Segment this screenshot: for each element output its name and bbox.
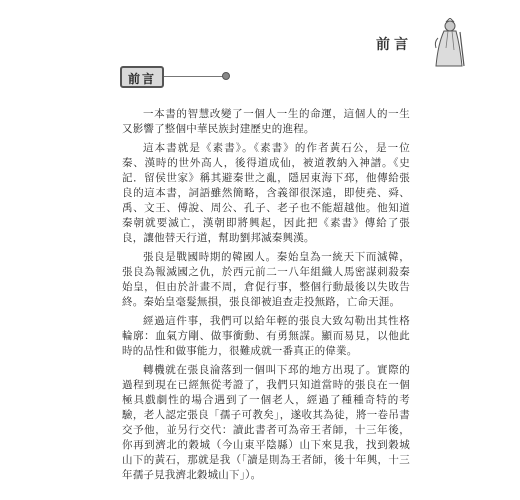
paragraph: 張良是戰國時期的韓國人。秦始皇為一統天下而滅韓，張良為報滅國之仇，於西元前二一八年組織人馬密謀刺殺秦始皇，但由於計畫不周，倉促行事，整個行動最後以失敗告終。秦始皇毫髮無損，張良卻被追查走投無路，亡命天涯。 bbox=[122, 251, 410, 308]
paragraph: 經過這件事，我們可以給年輕的張良大致勾勒出其性格輪廓：血氣方剛、做事衝動、有勇無謀。顯而易見，以他此時的品性和做事能力，很難成就一番真正的偉業。 bbox=[122, 315, 410, 357]
section-rule bbox=[164, 76, 224, 77]
paragraph: 這本書就是《素書》。《素書》的作者黃石公，是一位秦、漢時的世外高人，後得道成仙，被道教納入神譜。《史記．留侯世家》稱其避秦世之亂，隱居東海下邳，他傳給張良的這本書，詞語雖然簡略，含義卻很深遠，即使堯、舜、禹、文王、傅說、周公、孔子、老子也不能超越他。他知道秦朝就要滅亡，漢朝即將興起，因此把《素書》傳給了張良，讓他替天行道，幫助劉邦滅秦興漢。 bbox=[122, 142, 410, 244]
body-text bbox=[122, 107, 410, 487]
running-head-title: 前言 bbox=[376, 37, 412, 53]
section-bullet-icon bbox=[222, 72, 230, 80]
section-heading bbox=[120, 66, 230, 88]
paragraph: 一本書的智慧改變了一個人一生的命運，這個人的一生又影響了整個中華民族封建歷史的進程。 bbox=[122, 108, 410, 135]
page-header bbox=[368, 28, 478, 58]
paragraph: 轉機就在張良淪落到一個叫下邳的地方出現了。實際的過程到現在已經無從考證了，我們只知道當時的張良在一個極具戲劇性的場合遇到了一個老人，經過了種種奇特的考驗，老人認定張良「孺子可教矣」，遂收其為徒，將一卷吊書交予他，並另行交代：讀此書者可為帝王者師，十三年後，你再到濟北的穀城（今山東平陰縣）山下來見我，找到穀城山下的黃石，那就是我（「讀是則為王者師，後十年興，十三年孺子見我濟北穀城山下」）。 bbox=[122, 364, 410, 481]
sage-figure-icon bbox=[430, 18, 466, 68]
section-badge bbox=[120, 66, 164, 88]
section-title: 前言 bbox=[128, 72, 157, 86]
